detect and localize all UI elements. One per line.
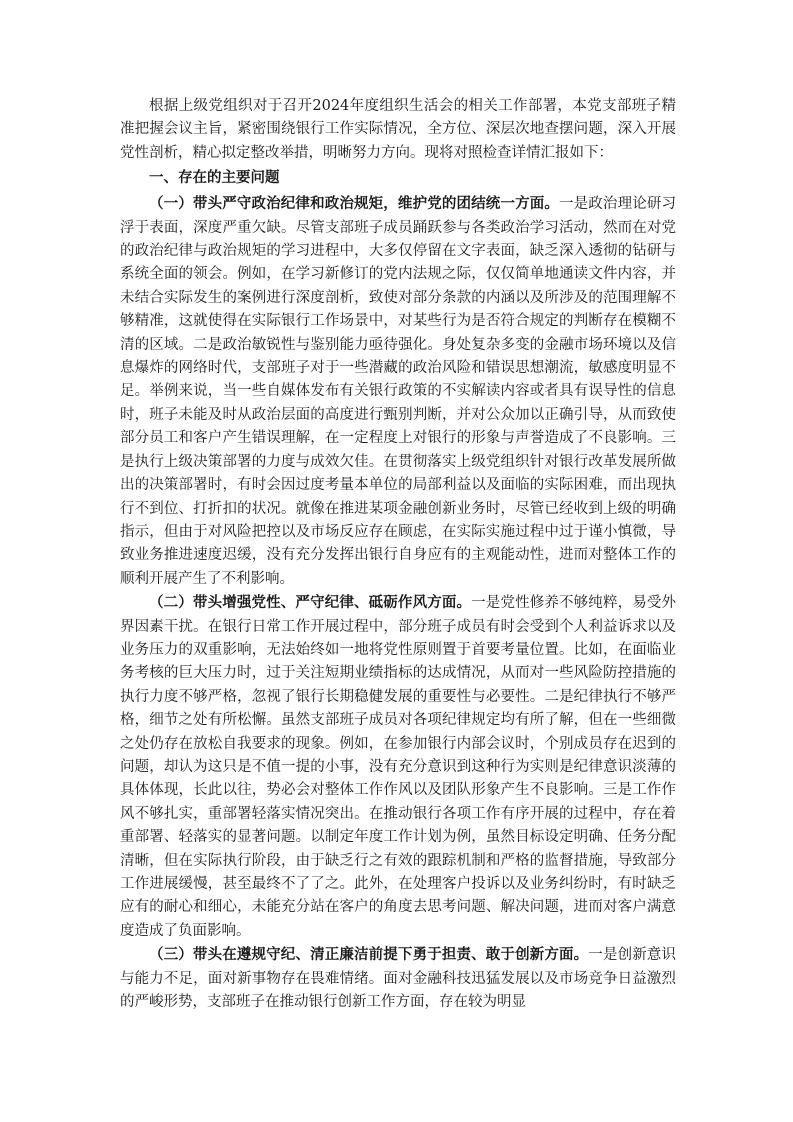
document-page xyxy=(120,95,676,1014)
item-body: 一是党性修养不够纯粹，易受外界因素干扰。在银行日常工作开展过程中，部分班子成员有时会受到个人利益诉求以及业务压力的双重影响，无法始终如一地将党性原则置于首要考量位置。比如，在面临业务考核的巨大压力时，过于关注短期业绩指标的达成情况，从而对一些风险防控措施的执行力度不够严格，忽视了银行长期稳健发展的重要性与必要性。二是纪律执行不够严格，细节之处有所松懈。虽然支部班子成员对各项纪律规定均有所了解，但在一些细微之处仍存在放松自我要求的现象。例如，在参加银行内部会议时，个别成员存在迟到的问题，却认为这只是不值一提的小事，没有充分意识到这种行为实则是纪律意识淡薄的具体体现，长此以往，势必会对整体工作作风以及团队形象产生不良影响。三是工作作风不够扎实，重部署轻落实情况突出。在推动银行各项工作有序开展的过程中，存在着重部署、轻落实的显著问题。以制定年度工作计划为例，虽然目标设定明确、任务分配清晰，但在实际执行阶段，由于缺乏行之有效的跟踪机制和严格的监督措施，导致部分工作进展缓慢，甚至最终不了了之。此外，在处理客户投诉以及业务纠纷时，有时缺乏应有的耐心和细心，未能充分站在客户的角度去思考问题、解决问题，进而对客户满意度造成了负面影响。 xyxy=(120,595,677,939)
item-body: 一是政治理论研习浮于表面，深度严重欠缺。尽管支部班子成员踊跃参与各类政治学习活动，然而在对党的政治纪律与政治规矩的学习进程中，大多仅停留在文字表面，缺乏深入透彻的钻研与系统全面的领会。例如，在学习新修订的党内法规之际，仅仅简单地通读文件内容，并未结合实际发生的案例进行深度剖析，致使对部分条款的内涵以及所涉及的范围理解不够精准，这就使得在实际银行工作场景中，对某些行为是否符合规定的判断存在模糊不清的区域。二是政治敏锐性与鉴别能力亟待强化。身处复杂多变的金融市场环境以及信息爆炸的网络时代，支部班子对于一些潜藏的政治风险和错误思想潮流，敏感度明显不足。举例来说，当一些自媒体发布有关银行政策的不实解读内容或者具有误导性的信息时，班子未能及时从政治层面的高度进行甄别判断，并对公众加以正确引导，从而致使部分员工和客户产生错误理解，在一定程度上对银行的形象与声誉造成了不良影响。三是执行上级决策部署的力度与成效欠佳。在贯彻落实上级党组织针对银行改革发展所做出的决策部署时，有时会因过度考量本单位的局部利益以及面临的实际困难，而出现执行不到位、打折扣的状况。就像在推进某项金融创新业务时，尽管已经收到上级的明确指示，但由于对风险把控以及市场反应存在顾虑，在实际实施过程中过于谨小慎微，导致业务推进速度迟缓，没有充分发挥出银行自身应有的主观能动性，进而对整体工作的顺利开展产生了不利影响。 xyxy=(120,196,676,587)
intro-paragraph: 根据上级党组织对于召开2024年度组织生活会的相关工作部署，本党支部班子精准把握会议主旨，紧密围绕银行工作实际情况，全方位、深层次地查摆问题，深入开展党性剖析，精心拟定整改举措，明晰努力方向。现将对照检查详情汇报如下： xyxy=(120,98,676,161)
problem-item-2 xyxy=(120,591,676,943)
problem-item-1 xyxy=(120,192,676,591)
item-heading: （一）带头严守政治纪律和政治规矩，维护党的团结统一方面。 xyxy=(149,195,559,213)
item-heading: （三）带头在遵规守纪、清正廉洁前提下勇于担责、敢于创新方面。 xyxy=(149,946,589,964)
item-heading: （二）带头增强党性、严守纪律、砥砺作风方面。 xyxy=(149,594,472,612)
section-heading: 一、存在的主要问题 xyxy=(149,169,280,187)
item-body: 一是创新意识与能力不足，面对新事物存在畏难情绪。面对金融科技迅猛发展以及市场竞争日益激烈的严峻形势，支部班子在推动银行创新工作方面，存在较为明显 xyxy=(120,947,677,1011)
problem-item-3 xyxy=(120,943,676,1014)
